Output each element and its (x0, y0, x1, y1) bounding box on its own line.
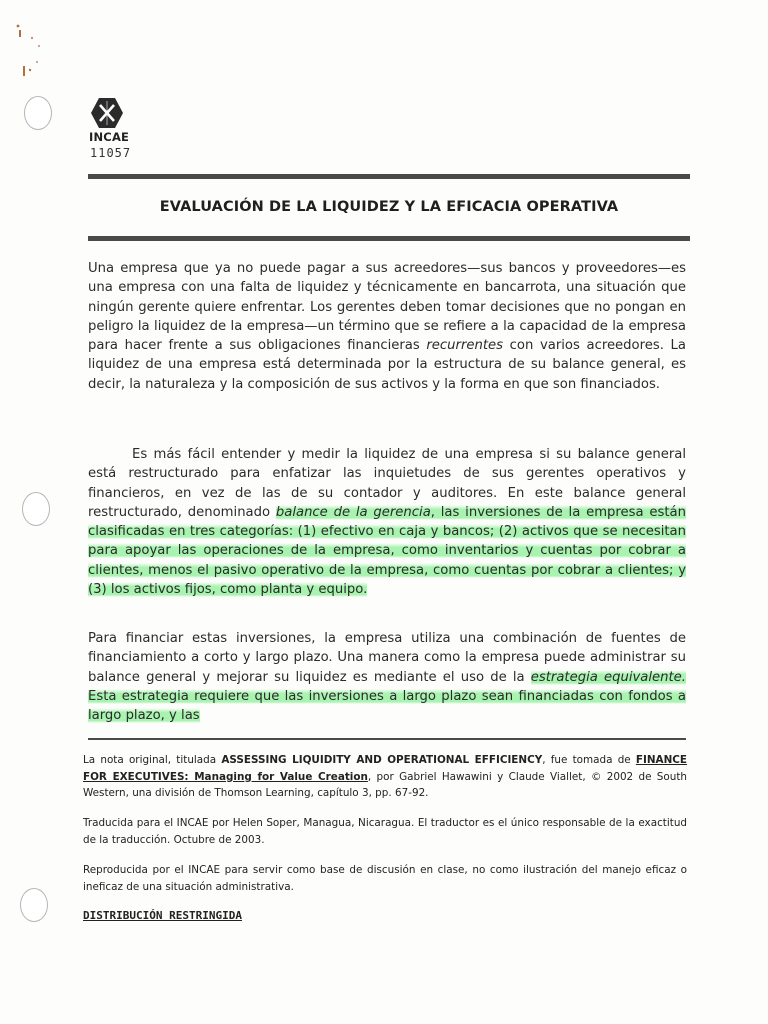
title-rule (88, 236, 690, 241)
punch-hole-top (24, 96, 52, 130)
paragraph-3-emphasis: estrategia equivalente. (530, 669, 686, 685)
footnote-source-text-a: La nota original, titulada (83, 754, 222, 766)
footnote-original-title: ASSESSING LIQUIDITY AND OPERATIONAL EFFICIENCY (221, 754, 543, 766)
footnote-rule (88, 738, 686, 740)
footnote-source-text-c: , por Gabriel Hawawini y Claude Viallet, © 2002 de South Western, una división de Thomson Learning, capítulo 3, pp. 67-92. (83, 770, 688, 799)
paragraph-1-text-b: con varios acreedores. La liquidez de una empresa está determinada por la estructura de su balance general, es decir, la naturaleza y la composición de sus activos y la forma en que son financiados. (88, 338, 686, 392)
incae-logo-icon (90, 96, 124, 130)
top-rule (88, 174, 690, 179)
footnote-reproduction: Reproducida por el INCAE para servir como base de discusión en clase, no como ilustración del manejo eficaz o ineficaz de una situación administrativa. (83, 864, 687, 893)
footnote-translation: Traducida para el INCAE por Helen Soper, Managua, Nicaragua. El traductor es el único responsable de la exactitud de la traducción. Octubre de 2003. (83, 817, 687, 846)
paragraph-3-text-a: Para financiar estas inversiones, la empresa utiliza una combinación de fuentes de financiamiento a corto y largo plazo. Una manera como la empresa puede administrar su balance general y mejorar su liquidez es mediante el uso de la (88, 631, 686, 685)
paragraph-2 (88, 445, 686, 599)
paragraph-3-highlighted-text: Esta estrategia requiere que las inversiones a largo plazo sean financiadas con fondos a largo plazo, y las (88, 688, 686, 724)
document-title: EVALUACIÓN DE LA LIQUIDEZ Y LA EFICACIA OPERATIVA (159, 199, 619, 215)
footnote-source-text-b: , fue tomada de (542, 754, 636, 766)
brand-name: INCAE (89, 130, 130, 144)
stain-marks (10, 22, 50, 92)
paragraph-2-emphasis: balance de la gerencia (275, 504, 431, 520)
restricted-distribution-label: DISTRIBUCIÓN RESTRINGIDA (83, 909, 242, 922)
paragraph-3 (88, 629, 686, 725)
paragraph-2-highlighted-text: , las inversiones de la empresa están clasificadas en tres categorías: (1) efectivo en caja y bancos; (2) activos que se necesitan para apoyar las operaciones de la empresa, como inventarios y cuentas por cobrar a clientes, menos el pasivo operativo de la empresa, como cuentas por cobrar a clientes; y (3) los activos fijos, como planta y equipo. (88, 504, 686, 598)
paragraph-1 (88, 259, 686, 394)
footnote-source (83, 752, 687, 802)
paragraph-2-text-a: Es más fácil entender y medir la liquidez de una empresa si su balance general está restructurado para enfatizar las inquietudes de sus gerentes operativos y financieros, en vez de las de su contador y auditores. En este balance general restructurado, denominado (88, 447, 686, 520)
paragraph-1-text-a: Una empresa que ya no puede pagar a sus acreedores—sus bancos y proveedores—es una empresa con una falta de liquidez y técnicamente en bancarrota, una situación que ningún gerente quiere enfrentar. Los gerentes deben tomar decisiones que no pongan en peligro la liquidez de la empresa—un término que se refiere a la capacidad de la empresa para hacer frente a sus obligaciones financieras (88, 261, 686, 354)
footnote-book-title: FINANCE FOR EXECUTIVES: Managing for Value Creation (83, 754, 688, 783)
punch-hole-bottom (20, 888, 48, 922)
paragraph-1-emphasis: recurrentes (426, 338, 503, 354)
document-code: 11057 (90, 146, 132, 160)
punch-hole-middle (22, 492, 50, 526)
